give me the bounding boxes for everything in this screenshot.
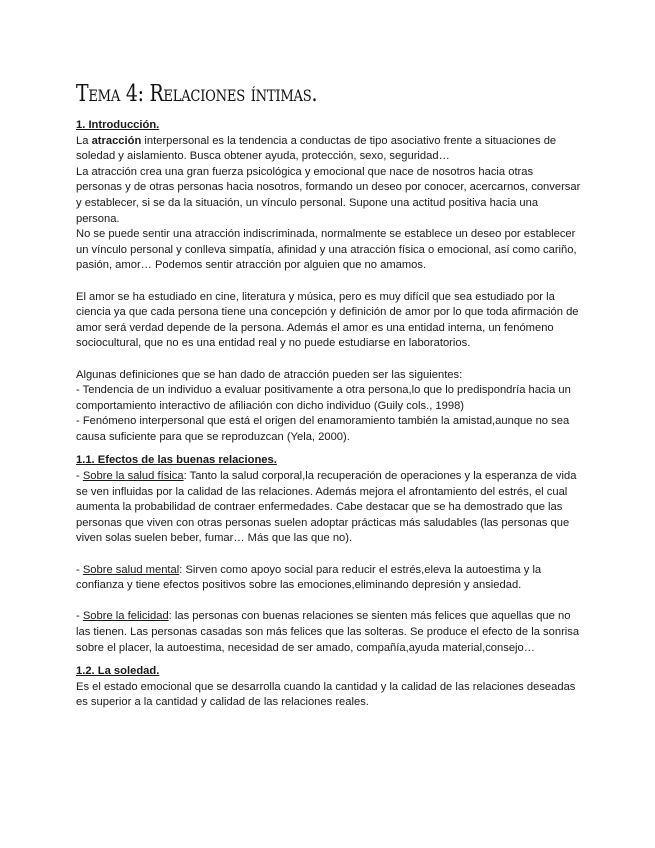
section-heading-introduccion: 1. Introducción. [76,119,160,131]
text-run: : Tanto la salud corporal,la recuperación de operaciones y la esperanza de vida se ven influidas por la calidad de las relaciones. Además mejora el afrontamiento del estrés, el cual aumenta la probabilidad de contraer enfermedades. Cabe destacar que se ha demostrado que las personas que viven con otras personas suelen adoptar prácticas más saludables (las personas que viven solas suelen beber, fumar… Más que las que no). [76,470,577,545]
text-run: La [76,134,92,147]
text-run: - [76,563,83,576]
list-item-salud-fisica [76,469,581,547]
text-run: : Sirven como apoyo social para reducir el estrés,eleva la autoestima y la confianza y tiene efectos positivos sobre las emociones,eliminando depresión y ansiedad. [76,563,542,592]
spacer [76,594,581,610]
underlined-label: Sobre la salud física [82,470,184,483]
spacer [76,656,581,664]
list-item-salud-mental [76,563,581,594]
section-heading-efectos: 1.1. Efectos de las buenas relaciones. [76,454,277,467]
underlined-label: Sobre salud mental [82,563,180,576]
spacer [76,445,581,453]
paragraph: Algunas definiciones que se han dado de atracción pueden ser las siguientes: [76,368,463,381]
list-item: - Tendencia de un individuo a evaluar positivamente a otra persona,lo que lo predispondría hacia un comportamiento interactivo de afiliación con dicho individuo (Guily cols., 1998) [76,384,571,412]
section-heading-soledad: 1.2. La soledad. [76,665,160,678]
text-run: - [76,610,83,623]
spacer [76,547,581,563]
text-run: : las personas con buenas relaciones se sienten más felices que aquellas que no las tienen. Las personas casadas son más felices que las solteras. Se produce el efecto de la sonrisa sobre el placer, la autoestima, necesidad de ser amado, compañía,ayuda material,consejo… [76,610,580,654]
spacer [76,352,581,368]
paragraph: No se puede sentir una atracción indiscriminada, normalmente se establece un deseo por establecer un vínculo personal y conlleva simpatía, afinidad y una atracción física o emocional, así como cariño, pasión, amor… Podemos sentir atracción por alguien que no amamos. [76,228,577,272]
paragraph: El amor se ha estudiado en cine, literatura y música, pero es muy difícil que sea estudiado por la ciencia ya que cada persona tiene una concepción y definición de amor por lo que toda afirmación de amor será verdad depende de la persona. Además el amor es una entidad interna, un fenómeno sociocultural, que no es una entidad real y no puede estudiarse en laboratorios. [76,290,579,350]
paragraph: La atracción crea una gran fuerza psicológica y emocional que nace de nosotros hacia otras personas y de otras personas hacia nosotros, formando un deseo por conocer, acercarnos, conversar y establecer, si se da la situación, un vínculo personal. Supone una actitud positiva hacia una persona. [76,165,581,225]
document-page [76,80,581,711]
paragraph-atraccion-definicion [76,134,581,165]
bold-term-atraccion: atracción [91,134,142,147]
spacer [76,274,581,290]
list-item-felicidad [76,609,581,656]
paragraph: Es el estado emocional que se desarrolla cuando la cantidad y la calidad de las relaciones deseadas es superior a la cantidad y calidad de las relaciones reales. [76,680,576,709]
text-run: interpersonal es la tendencia a conductas de tipo asociativo frente a situaciones de soledad y aislamiento. Busca obtener ayuda, protección, sexo, seguridad… [76,134,557,163]
list-item: - Fenómeno interpersonal que está el origen del enamoramiento también la amistad,aunque no sea causa suficiente para que se reproduzcan (Yela, 2000). [76,415,570,443]
underlined-label: Sobre la felicidad [82,610,169,623]
page-title: Tema 4: Relaciones íntimas. [76,81,318,107]
text-run: - [76,470,83,483]
